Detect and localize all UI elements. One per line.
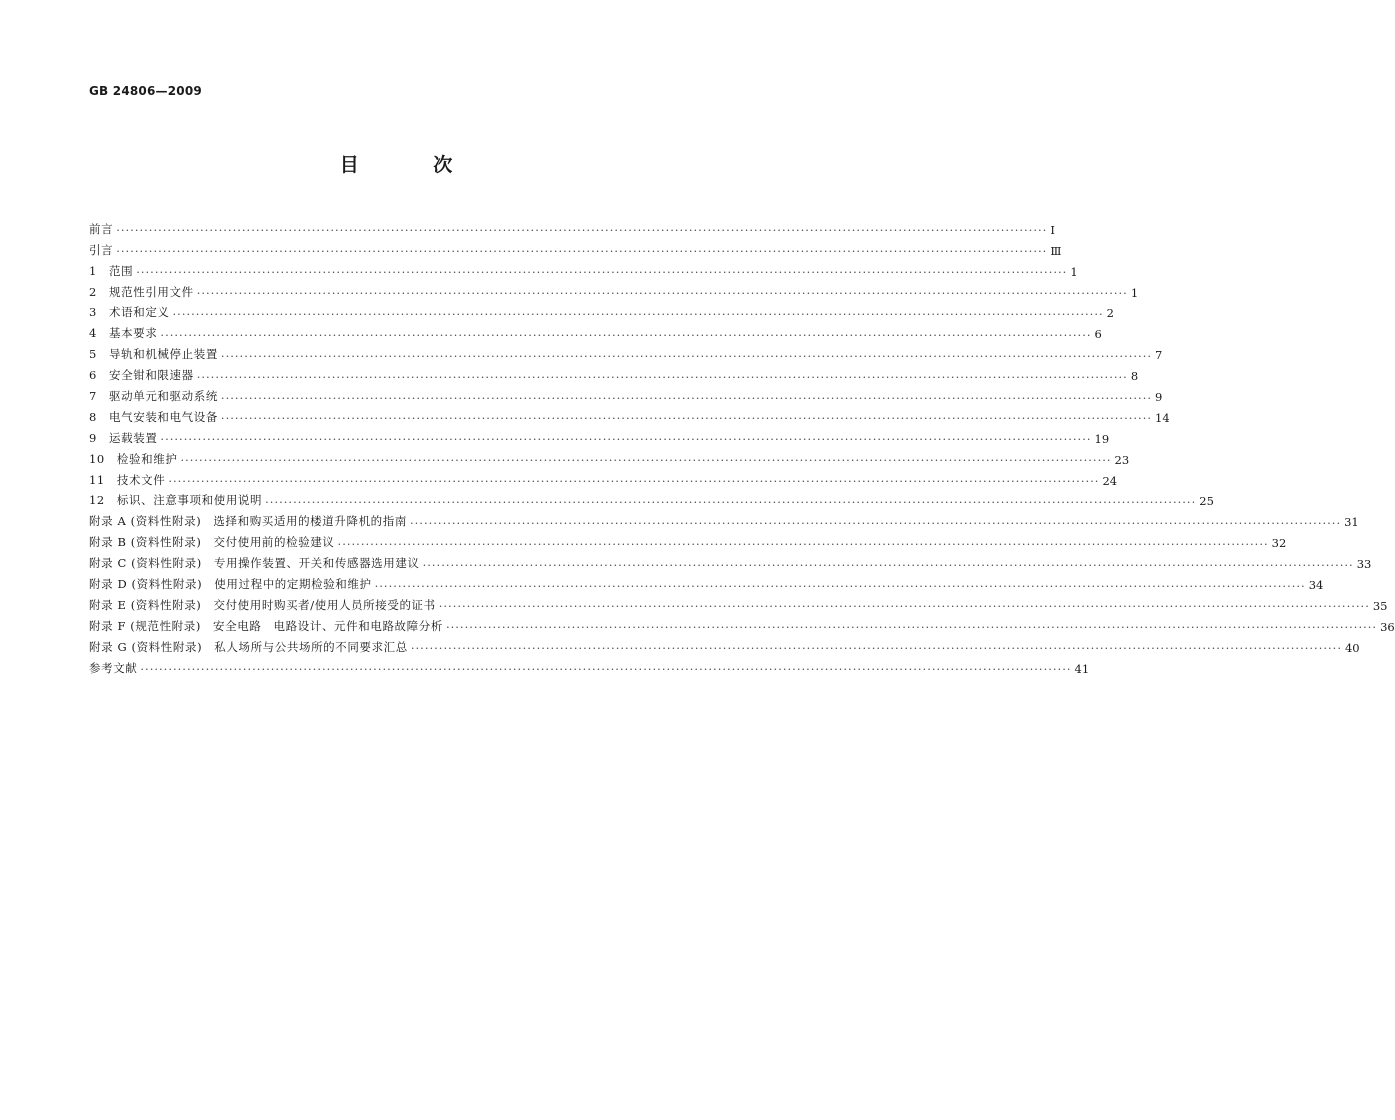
toc-leader-dots: ········································································································································································································ xyxy=(410,515,1342,530)
toc-leader-dots: ········································································································································································································ xyxy=(438,599,1370,614)
toc-entry-label: 附录 C (资料性附录) 专用操作装置、开关和传感器选用建议 xyxy=(89,556,420,571)
toc-entry[interactable] xyxy=(89,383,1163,405)
toc-page-number: 2 xyxy=(1106,306,1114,321)
toc-entry[interactable] xyxy=(89,634,1360,656)
toc-entry-label: 2 规范性引用文件 xyxy=(89,284,194,299)
toc-entry[interactable] xyxy=(89,404,1170,426)
toc-page-number: 1 xyxy=(1130,285,1139,300)
toc-entry[interactable] xyxy=(89,529,1287,551)
toc-leader-dots: ········································································································································································································ xyxy=(220,348,1153,363)
toc-entry-label: 7 驱动单元和驱动系统 xyxy=(89,389,218,404)
toc-entry-label: 9 运载装置 xyxy=(89,430,158,445)
toc-page-number: 41 xyxy=(1074,661,1090,676)
toc-page-number: 25 xyxy=(1199,494,1214,509)
toc-entry[interactable] xyxy=(89,362,1139,384)
toc-leader-dots: ········································································································································································································ xyxy=(116,244,1048,259)
toc-leader-dots: ········································································································································································································ xyxy=(265,494,1197,509)
toc-entry[interactable] xyxy=(89,488,1214,509)
toc-leader-dots: ········································································································································································································ xyxy=(136,265,1068,280)
toc-entry[interactable] xyxy=(89,613,1395,635)
toc-entry[interactable] xyxy=(89,550,1372,572)
toc-entry-label: 引言 xyxy=(89,242,114,257)
toc-page-number: 19 xyxy=(1094,431,1110,446)
toc-entry[interactable] xyxy=(89,592,1388,614)
toc-leader-dots: ········································································································································································································ xyxy=(196,369,1128,384)
toc-page-number: 32 xyxy=(1271,536,1287,551)
toc-entry[interactable] xyxy=(89,467,1118,489)
toc-entry-label: 附录 A (资料性附录) 选择和购买适用的楼道升降机的指南 xyxy=(89,514,407,529)
toc-page-number: 40 xyxy=(1344,640,1360,655)
toc-page-number: 36 xyxy=(1380,619,1395,634)
toc-leader-dots: ········································································································································································································ xyxy=(445,620,1378,635)
table-of-contents xyxy=(89,216,1395,677)
toc-page-number: Ⅲ xyxy=(1050,243,1062,258)
toc-page-number: 6 xyxy=(1094,327,1102,342)
toc-entry-label: 8 电气安装和电气设备 xyxy=(89,409,218,424)
toc-entry-label: 10 检验和维护 xyxy=(89,451,178,466)
toc-entry[interactable] xyxy=(89,446,1130,468)
toc-page-number: 23 xyxy=(1114,452,1130,467)
toc-page-number: 24 xyxy=(1102,473,1118,488)
toc-entry-label: 1 范围 xyxy=(89,263,134,278)
toc-entry-label: 附录 G (资料性附录) 私人场所与公共场所的不同要求汇总 xyxy=(89,639,408,654)
toc-leader-dots: ········································································································································································································ xyxy=(180,453,1112,468)
toc-leader-dots: ········································································································································································································ xyxy=(410,641,1342,656)
toc-page-number: 1 xyxy=(1070,264,1078,279)
toc-entry-label: 3 术语和定义 xyxy=(89,305,170,320)
toc-entry-label: 附录 E (资料性附录) 交付使用时购买者/使用人员所接受的证书 xyxy=(89,597,436,612)
toc-leader-dots: ········································································································································································································ xyxy=(422,557,1354,572)
toc-entry-label: 11 技术文件 xyxy=(89,472,166,487)
toc-page-number: 14 xyxy=(1155,410,1170,425)
toc-page-number: Ⅰ xyxy=(1050,222,1055,237)
toc-entry-label: 5 导轨和机械停止装置 xyxy=(89,347,218,362)
toc-entry-label: 6 安全钳和限速器 xyxy=(89,368,194,383)
toc-page-number: 7 xyxy=(1155,348,1163,363)
toc-page-number: 33 xyxy=(1356,557,1372,572)
toc-entry[interactable] xyxy=(89,508,1359,530)
toc-entry-label: 12 标识、注意事项和使用说明 xyxy=(89,493,263,508)
toc-entry[interactable] xyxy=(89,237,1062,259)
toc-entry[interactable] xyxy=(89,279,1139,301)
toc-page-number: 34 xyxy=(1308,578,1324,593)
toc-leader-dots: ········································································································································································································ xyxy=(160,432,1092,447)
toc-entry[interactable] xyxy=(89,216,1055,238)
toc-entry[interactable] xyxy=(89,320,1102,342)
toc-entry-label: 附录 B (资料性附录) 交付使用前的检验建议 xyxy=(89,535,335,550)
toc-leader-dots: ········································································································································································································ xyxy=(374,578,1306,593)
toc-entry[interactable] xyxy=(89,571,1324,593)
toc-leader-dots: ········································································································································································································ xyxy=(168,474,1100,489)
toc-leader-dots: ········································································································································································································ xyxy=(337,536,1269,551)
toc-leader-dots: ········································································································································································································ xyxy=(160,327,1092,342)
toc-leader-dots: ········································································································································································································ xyxy=(220,411,1153,426)
toc-entry-label: 前言 xyxy=(89,221,114,236)
toc-entry[interactable] xyxy=(89,300,1114,321)
toc-page-number: 8 xyxy=(1130,369,1139,384)
toc-page-number: 9 xyxy=(1155,390,1163,405)
standard-number: GB 24806—2009 xyxy=(89,84,202,98)
toc-leader-dots: ········································································································································································································ xyxy=(220,390,1153,405)
toc-page-number: 31 xyxy=(1344,515,1359,530)
toc-entry[interactable] xyxy=(89,341,1163,363)
toc-leader-dots: ········································································································································································································ xyxy=(116,223,1048,238)
toc-entry-label: 附录 D (资料性附录) 使用过程中的定期检验和维护 xyxy=(89,577,372,592)
toc-leader-dots: ········································································································································································································ xyxy=(172,306,1104,321)
toc-entry[interactable] xyxy=(89,258,1078,280)
toc-leader-dots: ········································································································································································································ xyxy=(140,662,1072,677)
toc-entry-label: 4 基本要求 xyxy=(89,326,158,341)
toc-entry-label: 参考文献 xyxy=(89,660,138,675)
toc-leader-dots: ········································································································································································································ xyxy=(196,286,1128,301)
toc-entry[interactable] xyxy=(89,655,1090,677)
toc-entry[interactable] xyxy=(89,425,1110,447)
page-title: 目 次 xyxy=(339,154,487,176)
toc-page-number: 35 xyxy=(1372,598,1388,613)
toc-entry-label: 附录 F (规范性附录) 安全电路 电路设计、元件和电路故障分析 xyxy=(89,618,443,633)
